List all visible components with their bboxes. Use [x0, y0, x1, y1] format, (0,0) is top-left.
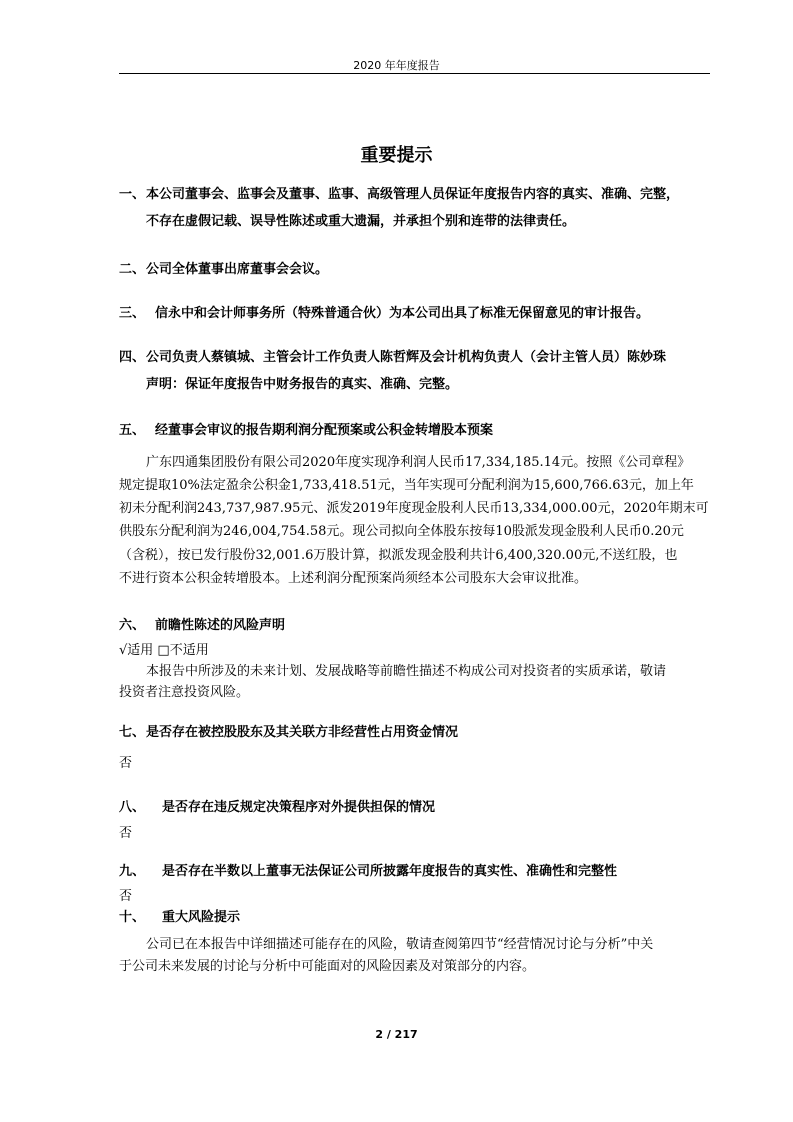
item-9-heading — [119, 860, 617, 879]
item-10-body-line-1: 公司已在本报告中详细描述可能存在的风险，敬请查阅第四节“经营情况讨论与分析”中关 — [146, 937, 654, 952]
item-3-text: 信永中和会计师事务所（特殊普通合伙）为本公司出具了标准无保留意见的审计报告。 — [155, 306, 650, 321]
item-2-heading — [119, 258, 328, 277]
item-9-number: 九、 — [119, 864, 146, 879]
item-5-body-line-3: 初未分配利润243,737,987.95元、派发2019年度现金股利人民币13,334,000.00元，2020年期末可 — [119, 501, 709, 516]
item-6-body-line-1: 本报告中所涉及的未来计划、发展战略等前瞻性描述不构成公司对投资者的实质承诺，敬请 — [146, 664, 667, 679]
item-10-text: 重大风险提示 — [162, 910, 241, 925]
item-8-number: 八、 — [119, 800, 146, 815]
header-divider — [119, 73, 710, 74]
item-5-text: 经董事会审议的报告期利润分配预案或公积金转增股本预案 — [155, 423, 494, 438]
item-5-body-line-4: 供股东分配利润为246,004,754.58元。现公司拟向全体股东按每10股派发现金股利人民币0.20元 — [119, 524, 684, 539]
item-6-body-line-2: 投资者注意投资风险。 — [119, 685, 250, 700]
item-4-number: 四、 — [119, 350, 146, 365]
item-2-text: 公司全体董事出席董事会会议。 — [146, 262, 329, 277]
item-4-line-1: 公司负责人蔡镇城、主管会计工作负责人陈哲辉及会计机构负责人（会计主管人员）陈妙珠 — [146, 350, 667, 365]
item-6-applicability: √适用 □不适用 — [119, 643, 209, 658]
item-3-number: 三、 — [119, 306, 146, 321]
item-1-line-2: 不存在虚假记载、误导性陈述或重大遗漏，并承担个别和连带的法律责任。 — [146, 214, 576, 229]
item-7-text: 是否存在被控股股东及其关联方非经营性占用资金情况 — [146, 725, 459, 740]
page-title: 重要提示 — [360, 145, 433, 166]
item-2-number: 二、 — [119, 262, 146, 277]
item-6-number: 六、 — [119, 618, 146, 633]
item-5-body-line-1: 广东四通集团股份有限公司2020年度实现净利润人民币17,334,185.14元。按照《公司章程》 — [146, 455, 691, 470]
item-7-answer: 否 — [119, 756, 133, 771]
item-5-body-line-6: 不进行资本公积金转增股本。上述利润分配预案尚须经本公司股东大会审议批准。 — [119, 571, 588, 586]
item-5-body-line-5: （含税），按已发行股份32,001.6万股计算，拟派发现金股利共计6,400,320.00元,不送红股，也 — [119, 548, 678, 563]
item-10-number: 十、 — [119, 910, 146, 925]
item-7-number: 七、 — [119, 725, 146, 740]
item-8-answer: 否 — [119, 826, 133, 841]
item-8-text: 是否存在违反规定决策程序对外提供担保的情况 — [162, 800, 436, 815]
item-3-heading — [119, 302, 649, 321]
item-9-text: 是否存在半数以上董事无法保证公司所披露年度报告的真实性、准确性和完整性 — [162, 864, 618, 879]
item-5-number: 五、 — [119, 423, 146, 438]
item-8-heading — [119, 796, 435, 815]
item-1-line-1: 本公司董事会、监事会及董事、监事、高级管理人员保证年度报告内容的真实、准确、完整， — [146, 187, 680, 202]
item-6-text: 前瞻性陈述的风险声明 — [155, 618, 286, 633]
item-5-heading — [119, 419, 493, 438]
item-1-number: 一、 — [119, 187, 146, 202]
item-5-body-line-2: 规定提取10%法定盈余公积金1,733,418.51元，当年实现可分配利润为15,600,766.63元，加上年 — [119, 478, 694, 493]
item-9-answer: 否 — [119, 889, 133, 904]
page-number: 2 / 217 — [375, 1028, 418, 1041]
item-7-heading — [119, 721, 458, 740]
item-10-body-line-2: 于公司未来发展的讨论与分析中可能面对的风险因素及对策部分的内容。 — [119, 959, 536, 974]
item-4-heading — [119, 346, 666, 365]
page-header: 2020 年年度报告 — [353, 59, 440, 72]
item-10-heading — [119, 906, 240, 925]
item-4-line-2: 声明：保证年度报告中财务报告的真实、准确、完整。 — [146, 377, 459, 392]
item-6-heading — [119, 614, 285, 633]
item-1-heading — [119, 183, 679, 202]
